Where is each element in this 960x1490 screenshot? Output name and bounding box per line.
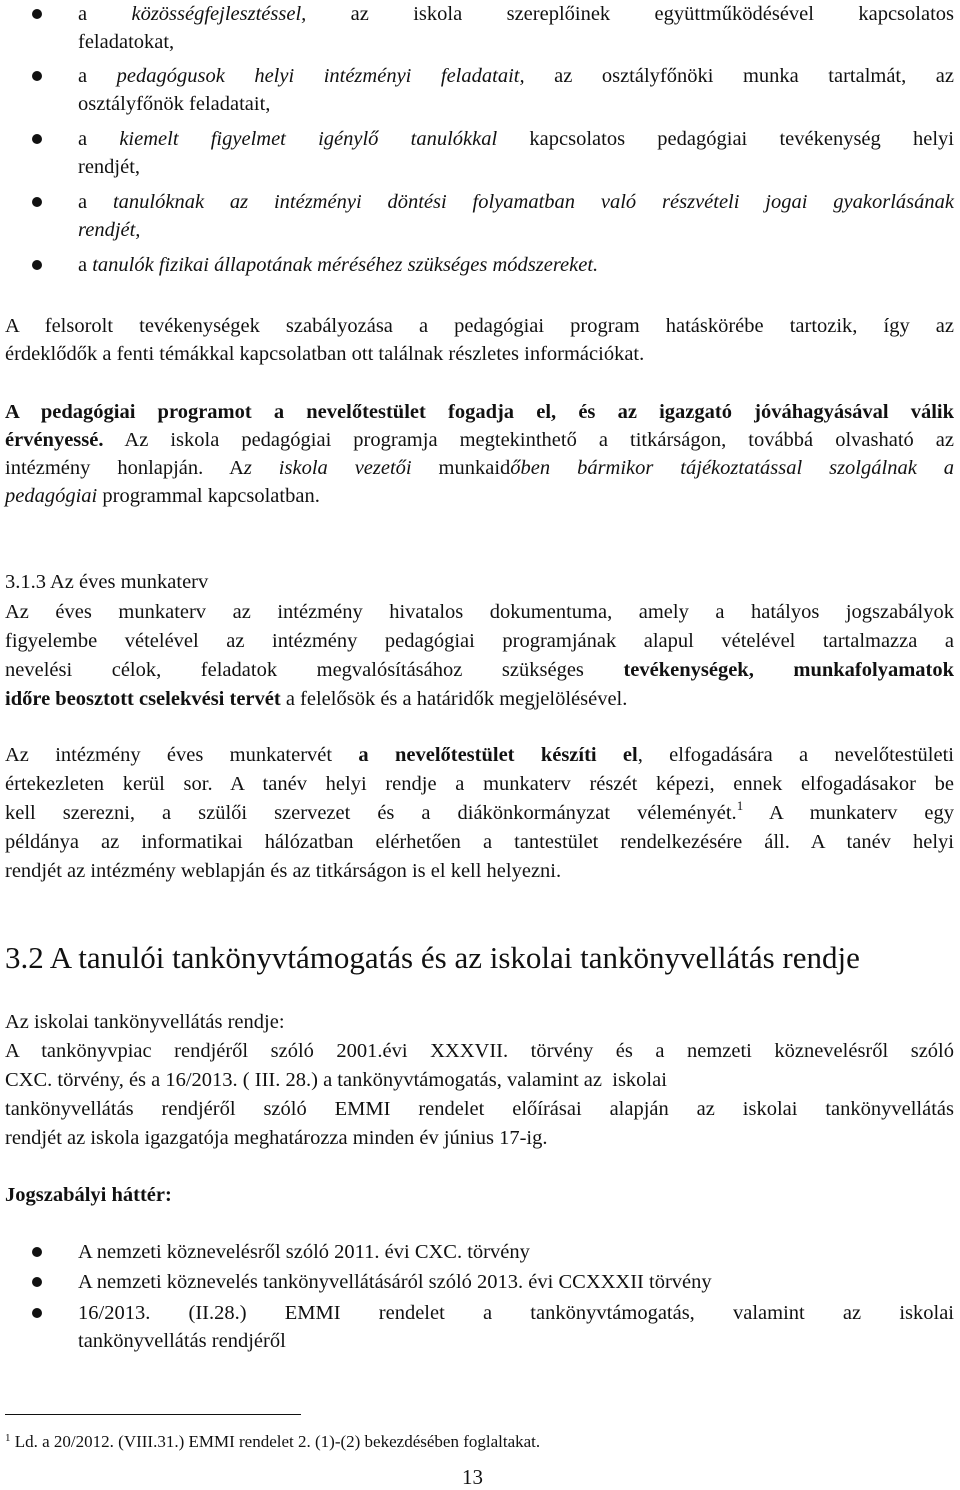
section-3-1-3-title: 3.1.3 Az éves munkaterv bbox=[5, 571, 209, 593]
section-3-1-3-p1-line-1: Az éves munkaterv az intézmény hivatalos dokumentuma, amely a hatályos jogszabályok bbox=[5, 601, 954, 623]
section-3-1-3-p1-line-2: figyelembe vételével az intézmény pedagógiai programjának alapul vételével tartalmazza a bbox=[5, 630, 954, 652]
section-3-1-3-p1-line-3: nevelési célok, feladatok megvalósításához szükséges tevékenységek, munkafolyamatok bbox=[5, 659, 954, 681]
section-3-1-3-p1-line-4: időre beosztott cselekvési tervét a felelősök és a határidők megjelölésével. bbox=[5, 688, 628, 710]
bullet-dot bbox=[32, 1277, 42, 1287]
paragraph-2-bold-line: A pedagógiai programot a nevelőtestület fogadja el, és az igazgató jóváhagyásával válik bbox=[5, 401, 954, 423]
legal-item-3-line-1: 16/2013. (II.28.) EMMI rendelet a tankönyvtámogatás, valamint az iskolai bbox=[78, 1302, 954, 1324]
section-3-2-line-4: tankönyvellátás rendjéről szóló EMMI rendelet előírásai alapján az iskolai tankönyvellátás bbox=[5, 1098, 954, 1120]
footnote-text: Ld. a 20/2012. (VIII.31.) EMMI rendelet 2. (1)-(2) bekezdésében foglaltakat. bbox=[10, 1432, 541, 1451]
section-3-2-heading: 3.2 A tanulói tankönyvtámogatás és az iskolai tankönyvellátás rendje bbox=[5, 940, 860, 975]
legal-background-title: Jogszabályi háttér: bbox=[5, 1184, 172, 1206]
section-3-1-3-p2-line-1: Az intézmény éves munkatervét a nevelőtestület készíti el, elfogadására a nevelőtestületi bbox=[5, 744, 954, 766]
bullet-5-line-1: a tanulók fizikai állapotának méréséhez szükséges módszereket. bbox=[78, 254, 599, 276]
page-number: 13 bbox=[462, 1465, 483, 1489]
footnote-reference[interactable]: 1 bbox=[736, 798, 744, 813]
bullet-1-line-1: a közösségfejlesztéssel, az iskola szereplőinek együttműködésével kapcsolatos bbox=[78, 3, 954, 25]
bullet-3-line-2: rendjét, bbox=[78, 156, 141, 178]
section-3-1-3-p2-line-5: rendjét az intézmény weblapján és az titkárságon is el kell helyezni. bbox=[5, 860, 562, 882]
bullet-dot bbox=[32, 1247, 42, 1257]
bullet-dot bbox=[32, 9, 42, 19]
section-3-2-line-5: rendjét az iskola igazgatója meghatározza minden év június 17-ig. bbox=[5, 1127, 548, 1149]
section-3-1-3-p2-line-4: példánya az informatikai hálózatban elérhetően a tantestület rendelkezésére áll. A tanév helyi bbox=[5, 831, 954, 853]
bullet-dot bbox=[32, 197, 42, 207]
bullet-2-line-2: osztályfőnök feladatait, bbox=[78, 93, 271, 115]
paragraph-2-line-4: pedagógiai programmal kapcsolatban. bbox=[5, 485, 320, 507]
bullet-1-line-2: feladatokat, bbox=[78, 31, 175, 53]
paragraph-1-line-1: A felsorolt tevékenységek szabályozása a pedagógiai program hatáskörébe tartozik, így az bbox=[5, 315, 954, 337]
section-3-2-line-1: Az iskolai tankönyvellátás rendje: bbox=[5, 1011, 285, 1033]
bullet-dot bbox=[32, 134, 42, 144]
bullet-4-line-2: rendjét, bbox=[78, 219, 141, 241]
section-3-1-3-p2-line-2: értekezleten kerül sor. A tanév helyi rendje a munkaterv részét képezi, ennek elfogadásakor be bbox=[5, 773, 954, 795]
section-3-2-line-3: CXC. törvény, és a 16/2013. ( III. 28.) a tankönyvtámogatás, valamint az iskolai bbox=[5, 1069, 667, 1091]
footnote bbox=[5, 1426, 540, 1454]
paragraph-2-line-3: intézmény honlapján. Az iskola vezetői munkaidőben bármikor tájékoztatással szolgálnak a bbox=[5, 457, 954, 479]
bullet-4-line-1: a tanulóknak az intézményi döntési folyamatban való részvételi jogai gyakorlásának bbox=[78, 191, 954, 213]
bullet-2-line-1: a pedagógusok helyi intézményi feladatait, az osztályfőnöki munka tartalmát, az bbox=[78, 65, 954, 87]
footnote-separator bbox=[5, 1414, 301, 1415]
bullet-dot bbox=[32, 260, 42, 270]
section-3-1-3-p2-line-3: kell szerezni, a szülői szervezet és a diákönkormányzat véleményét.$^1$ A munkaterv egy bbox=[5, 798, 954, 824]
legal-item-2: A nemzeti köznevelés tankönyvellátásáról szóló 2013. évi CCXXXII törvény bbox=[78, 1271, 712, 1293]
paragraph-1-line-2: érdeklődők a fenti témákkal kapcsolatban ott találnak részletes információkat. bbox=[5, 343, 645, 365]
bullet-dot bbox=[32, 71, 42, 81]
bullet-dot bbox=[32, 1308, 42, 1318]
legal-item-3-line-2: tankönyvellátás rendjéről bbox=[78, 1330, 286, 1352]
paragraph-2-line-2: érvényessé. Az iskola pedagógiai programja megtekinthető a titkárságon, továbbá olvasható az bbox=[5, 429, 954, 451]
section-3-2-line-2: A tankönyvpiac rendjéről szóló 2001.évi XXXVII. törvény és a nemzeti köznevelésről szóló bbox=[5, 1040, 954, 1062]
legal-item-1: A nemzeti köznevelésről szóló 2011. évi CXC. törvény bbox=[78, 1241, 530, 1263]
bullet-3-line-1: a kiemelt figyelmet igénylő tanulókkal kapcsolatos pedagógiai tevékenység helyi bbox=[78, 128, 954, 150]
footnote-number: 1 bbox=[5, 1432, 11, 1444]
